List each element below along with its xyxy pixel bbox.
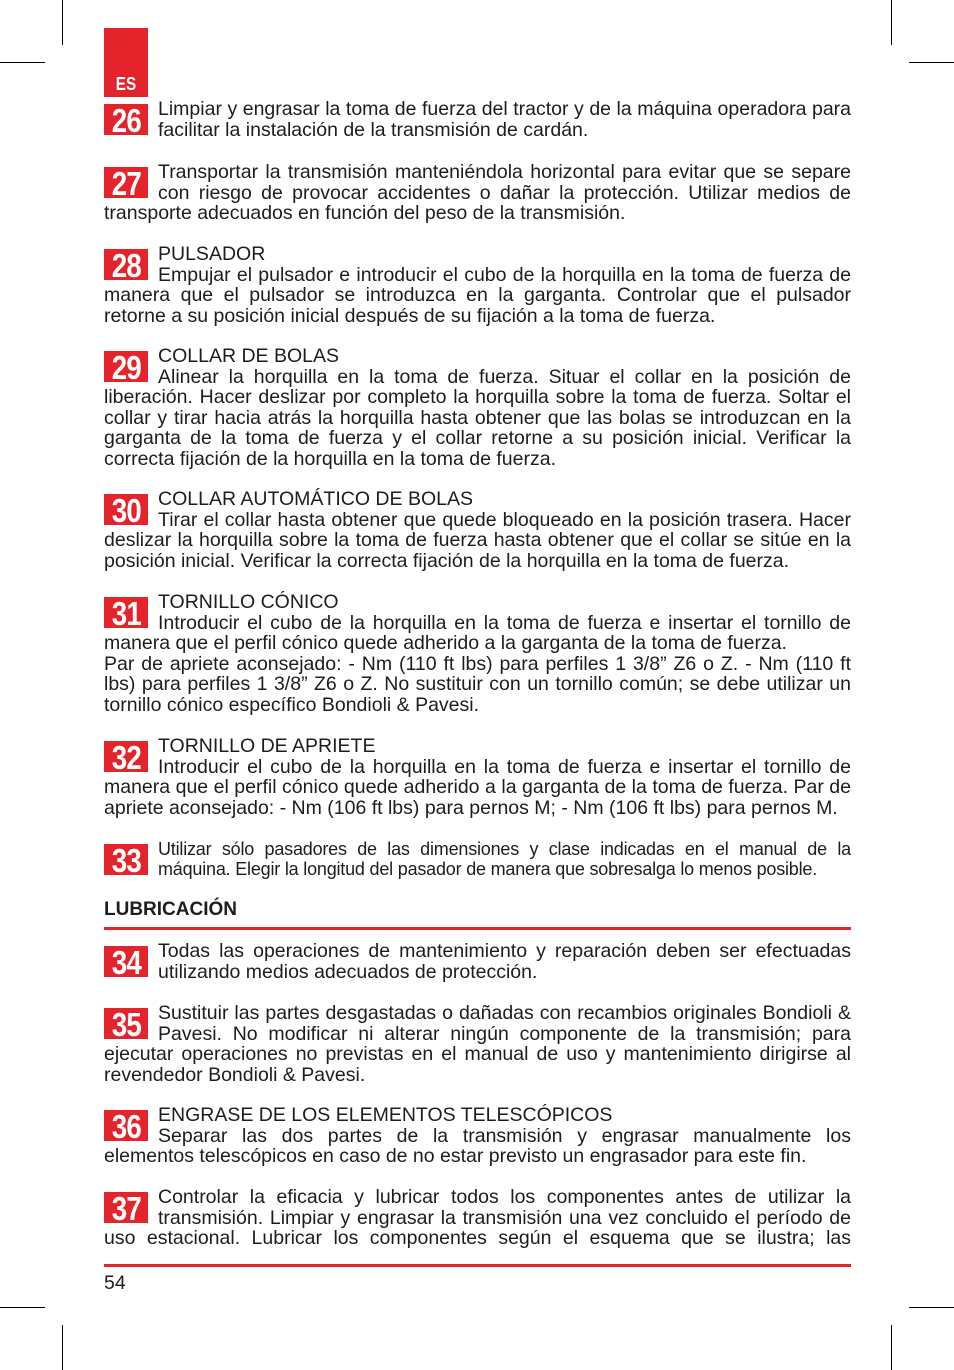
step-number: 32 [111, 741, 141, 772]
step-31 [104, 592, 851, 715]
step-number-badge [104, 249, 148, 280]
step-number: 27 [111, 167, 141, 198]
crop-mark [0, 1307, 45, 1308]
step-text: Limpiar y engrasar la toma de fuerza del tractor y de la máquina operadora para facilitar la instalación de la transmisión de cardán. [158, 98, 851, 141]
crop-mark [62, 1325, 63, 1370]
step-number: 30 [111, 494, 141, 525]
step-number: 37 [111, 1192, 141, 1223]
step-30 [104, 489, 851, 571]
step-27 [104, 162, 851, 224]
step-35 [104, 1003, 851, 1085]
crop-mark [909, 1307, 954, 1308]
step-number: 34 [111, 946, 141, 977]
step-34 [104, 941, 851, 982]
step-number-badge [104, 351, 148, 382]
step-number-badge [104, 1008, 148, 1039]
crop-mark [0, 62, 45, 63]
crop-mark [909, 62, 954, 63]
step-text: Utilizar sólo pasadores de las dimensiones y clase indicadas en el manual de la máquina. Elegir la longitud del pasador de manera que sobresalga lo menos posible. [158, 839, 851, 879]
crop-mark [891, 0, 892, 45]
step-number-badge [104, 741, 148, 772]
step-text: Todas las operaciones de mantenimiento y reparación deben ser efectuadas utilizando medios adecuados de protección. [158, 940, 851, 983]
step-number-badge [104, 104, 148, 135]
language-code: ES [115, 74, 137, 94]
language-tab [104, 28, 148, 97]
step-text: Alinear la horquilla en la toma de fuerza. Situar el collar en la posición de liberación. Hacer deslizar por completo la horquilla sobre la toma de fuerza. Soltar el collar y tirar hacia atrás la horquilla hasta obtener que las bolas se introduzcan en la garganta de la toma de fuerza y el collar retorne a su posición inicial. Verificar la correcta fijación de la horquilla en la toma de fuerza. [104, 365, 851, 470]
step-number: 35 [111, 1008, 141, 1039]
step-text: Tirar el collar hasta obtener que quede bloqueado en la posición trasera. Hacer deslizar la horquilla sobre la toma de fuerza hasta obtener que el collar se sitúe en la posición inicial. Verificar la correcta fijación de la horquilla en la toma de fuerza. [104, 508, 851, 572]
step-32 [104, 736, 851, 818]
footer-divider [104, 1264, 851, 1267]
step-text: Introducir el cubo de la horquilla en la toma de fuerza e insertar el tornillo de manera que el perfil cónico quede adherido a la garganta de la toma de fuerza. Par de apriete aconsejado: - Nm (106 ft lbs) para pernos M; - Nm (106 ft lbs) para pernos M. [104, 755, 851, 819]
step-number: 31 [111, 597, 141, 628]
step-text: Separar las dos partes de la transmisión y engrasar manualmente los elementos telescópicos en caso de no estar previsto un engrasador para este fin. [104, 1124, 851, 1167]
crop-mark [891, 1325, 892, 1370]
step-number: 26 [111, 104, 141, 135]
step-number-badge [104, 597, 148, 628]
step-number-badge [104, 844, 148, 875]
torque-note: Par de apriete aconsejado: - Nm (110 ft lbs) para perfiles 1 3/8” Z6 o Z. - Nm (110 ft lbs) para perfiles 1 3/8” Z6 o Z. No sustituir con un tornillo común; se debe utilizar un tornillo cónico específico Bondioli & Pavesi. [104, 652, 851, 716]
step-number: 28 [111, 249, 141, 280]
step-heading: TORNILLO CÓNICO [158, 591, 339, 613]
step-heading: COLLAR AUTOMÁTICO DE BOLAS [158, 488, 473, 510]
step-33 [104, 839, 851, 879]
step-number-badge [104, 946, 148, 977]
section-divider [104, 927, 851, 930]
step-37 [104, 1187, 851, 1249]
step-heading: ENGRASE DE LOS ELEMENTOS TELESCÓPICOS [158, 1104, 613, 1126]
step-heading: COLLAR DE BOLAS [158, 345, 339, 367]
step-heading: TORNILLO DE APRIETE [158, 735, 376, 757]
section-heading: LUBRICACIÓN [104, 899, 237, 920]
crop-mark [62, 0, 63, 45]
page-number: 54 [104, 1272, 126, 1294]
step-number-badge [104, 167, 148, 198]
step-number-badge [104, 494, 148, 525]
step-28 [104, 244, 851, 326]
step-text: Introducir el cubo de la horquilla en la toma de fuerza e insertar el tornillo de manera que el perfil cónico quede adherido a la garganta de la toma de fuerza. [104, 611, 851, 654]
step-text: Empujar el pulsador e introducir el cubo de la horquilla en la toma de fuerza de manera que el pulsador se introduzca en la garganta. Controlar que el pulsador retorne a su posición inicial después de su fijación a la toma de fuerza. [104, 263, 851, 327]
step-number-badge [104, 1192, 148, 1223]
step-text: Transportar la transmisión manteniéndola horizontal para evitar que se separe con riesgo de provocar accidentes o dañar la protección. Utilizar medios de transporte adecuados en función del peso de la transmisión. [104, 161, 851, 224]
step-number: 33 [111, 844, 141, 875]
step-text: Controlar la eficacia y lubricar todos los componentes antes de utilizar la transmisión. Limpiar y engrasar la transmisión una vez concluido el período de uso estacional. Lubricar los componentes según el esquema que se ilustra; las [104, 1186, 851, 1249]
step-heading: PULSADOR [158, 243, 266, 265]
step-number: 29 [111, 351, 141, 382]
step-26 [104, 99, 851, 140]
step-number: 36 [111, 1110, 141, 1141]
step-29 [104, 346, 851, 469]
step-text: Sustituir las partes desgastadas o dañadas con recambios originales Bondioli & Pavesi. No modificar ni alterar ningún componente de la transmisión; para ejecutar operaciones no previstas en el manual de uso y mantenimiento dirigirse al revendedor Bondioli & Pavesi. [104, 1002, 851, 1086]
step-number-badge [104, 1110, 148, 1141]
step-36 [104, 1105, 851, 1167]
